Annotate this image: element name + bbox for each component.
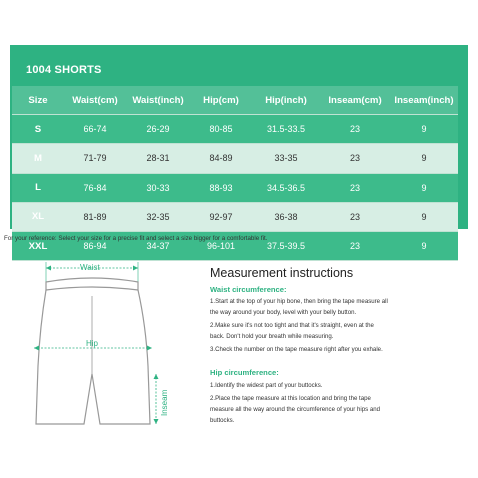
table-cell: 30-33	[126, 173, 190, 202]
shorts-outline	[36, 278, 150, 424]
table-cell: 76-84	[64, 173, 126, 202]
table-cell: 96-101	[190, 231, 252, 260]
table-cell: S	[12, 115, 64, 144]
hip-section-title: Hip circumference:	[210, 368, 279, 377]
table-cell: 28-31	[126, 144, 190, 173]
table-cell: 9	[390, 115, 458, 144]
instruction-line: buttocks.	[210, 417, 235, 424]
waist-section-title: Waist circumference:	[210, 285, 287, 294]
table-cell: L	[12, 173, 64, 202]
table-cell: 71-79	[64, 144, 126, 173]
table-cell: 31.5-33.5	[252, 115, 320, 144]
header-hip-cm: Hip(cm)	[190, 86, 252, 115]
table-cell: 23	[320, 231, 390, 260]
instruction-line: back. Don't hold your breath while measuring.	[210, 333, 334, 340]
header-size: Size	[12, 86, 64, 115]
table-cell: XXL	[12, 231, 64, 260]
inseam-arrow	[154, 374, 159, 424]
reference-note: For your reference: Select your size for a precise fit and select a size bigger for a comfortable fit.	[4, 235, 268, 242]
instruction-line: 2.Place the tape measure at this location and bring the tape	[210, 395, 371, 402]
table-row	[12, 144, 458, 173]
table-cell: 26-29	[126, 115, 190, 144]
table-cell: 80-85	[190, 115, 252, 144]
table-row	[12, 173, 458, 202]
table-cell: XL	[12, 202, 64, 231]
table-cell: 9	[390, 173, 458, 202]
table-cell: 33-35	[252, 144, 320, 173]
table-cell: 23	[320, 115, 390, 144]
header-inseam-cm: Inseam(cm)	[320, 86, 390, 115]
table-cell: 81-89	[64, 202, 126, 231]
table-cell: 34.5-36.5	[252, 173, 320, 202]
instruction-line: 2.Make sure it's not too tight and that it's straight, even at the	[210, 322, 374, 329]
instruction-line: 1.Identify the widest part of your buttocks.	[210, 382, 323, 389]
table-cell: 88-93	[190, 173, 252, 202]
table-cell: 34-37	[126, 231, 190, 260]
instruction-line: 3.Check the number on the tape measure right after you exhale.	[210, 346, 383, 353]
table-header-row	[12, 86, 458, 115]
header-waist-cm: Waist(cm)	[64, 86, 126, 115]
inseam-label: Inseam	[160, 389, 169, 416]
table-cell: M	[12, 144, 64, 173]
table-cell: 9	[390, 144, 458, 173]
table-cell: 84-89	[190, 144, 252, 173]
table-cell: 92-97	[190, 202, 252, 231]
instructions-heading: Measurement instructions	[210, 266, 354, 280]
table-cell: 37.5-39.5	[252, 231, 320, 260]
shorts-diagram	[26, 256, 176, 456]
instruction-line: the way around your body, level with your belly button.	[210, 309, 357, 316]
table-row	[12, 202, 458, 231]
header-waist-inch: Waist(inch)	[126, 86, 190, 115]
table-cell: 36-38	[252, 202, 320, 231]
instruction-line: 1.Start at the top of your hip bone, then bring the tape measure all	[210, 298, 388, 305]
table-row	[12, 115, 458, 144]
instruction-line: measure all the way around the circumference of your hips and	[210, 406, 381, 413]
table-cell: 23	[320, 144, 390, 173]
waist-label: Waist	[80, 263, 100, 272]
chart-title: 1004 SHORTS	[26, 64, 102, 76]
header-inseam-inch: Inseam(inch)	[390, 86, 458, 115]
table-cell: 66-74	[64, 115, 126, 144]
table-cell: 9	[390, 202, 458, 231]
header-hip-inch: Hip(inch)	[252, 86, 320, 115]
table-cell: 23	[320, 202, 390, 231]
table-cell: 23	[320, 173, 390, 202]
table-cell: 86-94	[64, 231, 126, 260]
table-cell: 32-35	[126, 202, 190, 231]
table-cell: 9	[390, 231, 458, 260]
hip-label: Hip	[86, 339, 99, 348]
